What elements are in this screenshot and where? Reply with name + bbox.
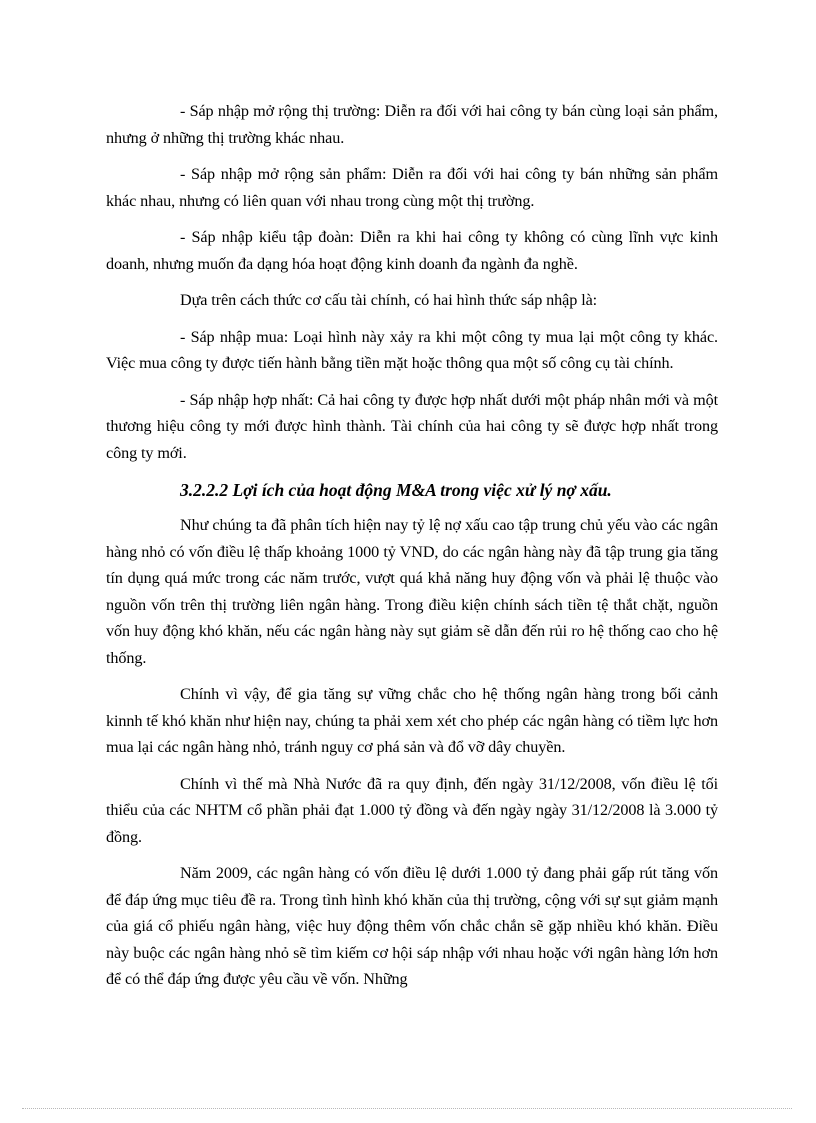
page-bottom-divider [22, 1108, 792, 1109]
paragraph-system-stability: Chính vì vậy, để gia tăng sự vững chắc cho hệ thống ngân hàng trong bối cảnh kinnh tế khó khăn như hiện nay, chúng ta phải xem xét cho phép các ngân hàng có tiềm lực hơn mua lại các ngân hàng nhỏ, tránh nguy cơ phá sản và đổ vỡ dây chuyền. [106, 685, 718, 756]
paragraph-capital-increase-2009: Năm 2009, các ngân hàng có vốn điều lệ dưới 1.000 tỷ đang phải gấp rút tăng vốn để đáp ứng mục tiêu đề ra. Trong tình hình khó khăn của thị trường, cộng với sự sụt giảm mạnh của giá cổ phiếu ngân hàng, việc huy động thêm vốn chắc chắn sẽ gặp nhiều khó khăn. Điều này buộc các ngân hàng nhỏ sẽ tìm kiếm cơ hội sáp nhập với nhau hoặc với ngân hàng lớn hơn để có thể đáp ứng được yêu cầu về vốn. Những [106, 864, 718, 988]
paragraph-financial-structure-intro: Dựa trên cách thức cơ cấu tài chính, có hai hình thức sáp nhập là: [180, 291, 598, 309]
paragraph-bad-debt-analysis: Như chúng ta đã phân tích hiện nay tỷ lệ nợ xấu cao tập trung chủ yếu vào các ngân hàng nhỏ có vốn điều lệ thấp khoảng 1000 tỷ VND, do các ngân hàng này đã tập trung gia tăng tín dụng quá mức trong các năm trước, vượt quá khả năng huy động vốn và phải lệ thuộc vào nguồn vốn trên thị trường liên ngân hàng. Trong điều kiện chính sách tiền tệ thắt chặt, nguồn vốn huy động khó khăn, nếu các ngân hàng này sụt giảm sẽ dẫn đến rủi ro hệ thống cao cho hệ thống. [106, 516, 718, 667]
paragraph-market-extension-merger: - Sáp nhập mở rộng thị trường: Diễn ra đối với hai công ty bán cùng loại sản phẩm, nhưng ở những thị trường khác nhau. [106, 102, 718, 147]
paragraph-state-regulation: Chính vì thế mà Nhà Nước đã ra quy định, đến ngày 31/12/2008, vốn điều lệ tối thiểu của các NHTM cổ phần phải đạt 1.000 tỷ đồng và đến ngày ngày 31/12/2008 là 3.000 tỷ đồng. [106, 774, 718, 846]
section-heading: 3.2.2.2 Lợi ích của hoạt động M&A trong việc xử lý nợ xấu. [180, 480, 612, 500]
paragraph-acquisition-merger: - Sáp nhập mua: Loại hình này xảy ra khi một công ty mua lại một công ty khác. Việc mua công ty được tiến hành bằng tiền mặt hoặc thông qua một số công cụ tài chính. [106, 327, 718, 372]
document-page [106, 98, 718, 1003]
paragraph-product-extension-merger: - Sáp nhập mở rộng sản phẩm: Diễn ra đối với hai công ty bán những sản phẩm khác nhau, nhưng có liên quan với nhau trong cùng một thị trường. [106, 165, 718, 210]
paragraph-consolidation-merger: - Sáp nhập hợp nhất: Cả hai công ty được hợp nhất dưới một pháp nhân mới và một thương hiệu công ty mới được hình thành. Tài chính của hai công ty sẽ được hợp nhất trong công ty mới. [106, 390, 718, 462]
paragraph-conglomerate-merger: - Sáp nhập kiểu tập đoàn: Diễn ra khi hai công ty không có cùng lĩnh vực kinh doanh, nhưng muốn đa dạng hóa hoạt động kinh doanh đa ngành đa nghề. [106, 228, 718, 273]
